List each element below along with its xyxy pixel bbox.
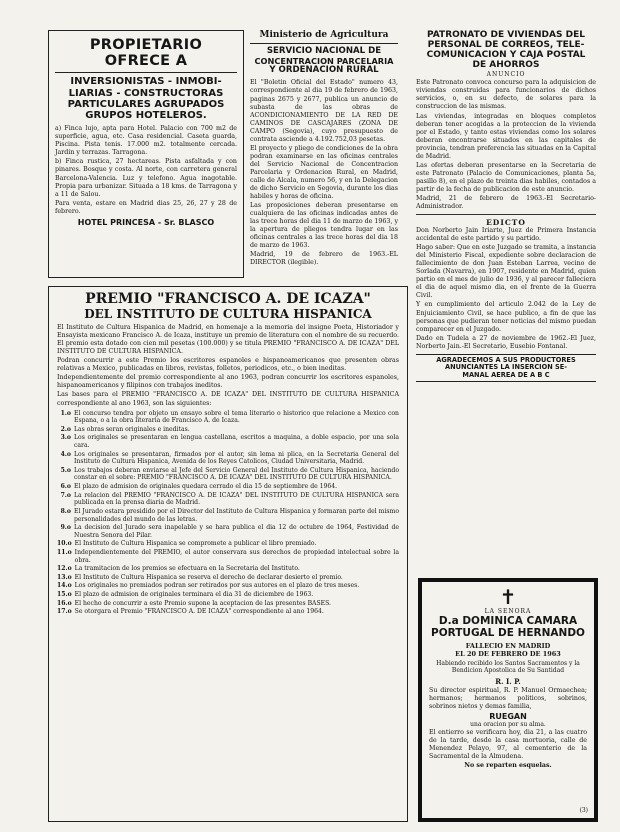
edicto-signoff: Dado en Tudela a 27 de noviembre de 1962.-El Juez, Norberto Jain.-El Secretario, Eusebio Fontanal. <box>416 334 596 350</box>
ministerio-ad <box>250 30 398 278</box>
edicto-p2: Hago saber: Que en este Juzgado se tramita, a instancia del Ministerio Fiscal, expediente sobre declaracion de fallecimiento de don Juan Esteban Larrea, vecino de Sorlada (Navarra), en 1907, residente en Madrid, quien partio en el mes de julio de 1936, y al parecer falleciera el dia de aquel mismo dia, en el frente de la Guerra Civil. <box>416 244 596 300</box>
edicto-title: EDICTO <box>486 218 526 228</box>
proprietario-line: GRUPOS HOTELEROS. <box>85 110 207 122</box>
list-item: 13.o El Instituto de Cultura Hispanica se reserva el derecho de declarar desierto el premio. <box>57 573 343 581</box>
esquela-name: PORTUGAL DE HERNANDO <box>431 626 585 639</box>
icaza-subtitle: DEL INSTITUTO DE CULTURA HISPANICA <box>84 306 372 321</box>
patronato-p1: Este Patronato convoca concurso para la adquisicion de viviendas construidas para funcionarios de dichos servicios, o, en su defecto, de solares para la construccion de las mismas. <box>416 79 596 111</box>
icaza-intro: Independientemente del premio correspondiente al ano 1963, podran concurrir los escritores espanoles, hispanoamericanos y filipinos con trabajos ineditos. <box>57 374 399 390</box>
esquela-name: D.a DOMINICA CAMARA <box>438 615 578 627</box>
cross-icon: ✝ <box>499 585 517 609</box>
esquela-body: Su director espiritual, R. P. Manuel Ormaechea; hermanos; hermanos politicos, sobrinos, sobrinos nietos y demas familia, <box>429 686 587 710</box>
patronato-anuncio: ANUNCIO <box>486 71 526 79</box>
list-item: 14.o Los originales no premiados podran ser retirados por sus autores en el plazo de tres meses. <box>57 582 360 590</box>
icaza-title: PREMIO "FRANCISCO A. DE ICAZA" <box>85 291 371 307</box>
esquela-sacramentos: Habiendo recibido los Santos Sacramentos y la Bendicion Apostolica de Su Santidad <box>436 659 580 674</box>
esquela-date: EL 20 DE FEBRERO DE 1963 <box>455 649 561 658</box>
esquela-funeral: El entierro se verificara hoy, dia 21, a las cuatro de la tarde, desde la casa mortuoria, calle de Menendez Pelayo, 97, al cementerio de la Sacramental de la Almudena. <box>429 728 587 760</box>
divider <box>416 214 596 215</box>
list-item: 15.o El plazo de admision de originales terminara el dia 31 de diciembre de 1963. <box>57 590 314 598</box>
patronato-title: COMUNICACION Y CAJA POSTAL <box>426 50 586 61</box>
agradecimiento-line: AGRADECEMOS A SUS PRODUCTORES <box>436 355 576 364</box>
list-item: 5.o Los trabajos deberan enviarse al Jefe del Servicio General del Instituto de Cultura Hispanica, haciendo constar en el sobre: PREMIO "FRANCISCO A. DE ICAZA" DEL INSTITUTO DE CULTURA HISPANICA. <box>60 466 399 482</box>
esquela-note: No se reparten esquelas. <box>464 761 552 769</box>
list-item: 7.o La relacion del PREMIO "FRANCISCO A. DE ICAZA" DEL INSTITUTO DE CULTURA HISPANICA sera publicada en la prensa diaria de Madrid. <box>60 491 399 507</box>
ministerio-title: CONCENTRACION PARCELARIA <box>254 55 394 66</box>
patronato-title: PERSONAL DE CORREOS, TELE- <box>427 40 585 51</box>
patronato-title: PATRONATO DE VIVIENDAS DEL <box>427 30 585 40</box>
esquela-box <box>418 578 598 822</box>
agradecimiento-line: MANAL AEREA DE A B C <box>462 370 550 379</box>
proprietario-hotel: HOTEL PRINCESA - Sr. BLASCO <box>77 217 215 227</box>
patronato-signoff: Madrid, 21 de febrero de 1963.-El Secretario-Administrador. <box>416 194 596 211</box>
esquela-la-senora: LA SENORA <box>484 608 532 615</box>
esquela-rip: R. I. P. <box>495 676 521 686</box>
patronato-p2: Las viviendas, integradas en bloques completos deberan tener acogidas a la proteccion de la vivienda por el Estado, y tanto estas viviendas como los solares deberan encontrarse situados en las capitales de provincia, tendran preferencia las situadas en la Capital de Madrid. <box>416 112 596 160</box>
proprietario-line: LIARIAS - CONSTRUCTORAS <box>68 87 224 99</box>
proprietario-footer: Para venta, estare en Madrid dias 25, 26, 27 y 28 de febrero. <box>55 199 237 215</box>
list-item: 17.o Se otorgara el Premio "FRANCISCO A. DE ICAZA" correspondiente al ano 1964. <box>57 608 324 616</box>
patronato-p3: Las ofertas deberan presentarse en la Secretaria de este Patronato (Palacio de Comunicaciones, planta 5a, pasillo 8), en el plazo de treinta dias habiles, contados a partir de la fecha de publicacion de este anuncio. <box>416 161 596 193</box>
proprietario-line: PARTICULARES AGRUPADOS <box>67 98 225 110</box>
proprietario-item-a: a) Finca lujo, apta para Hotel. Palacio con 700 m2 de superficie, agua, etc. Casa residencial. Caseta guarda, Piscina. Pista tenis. 17.000 m2. totalmente cercada. Jardin y terrazas. Tarragona. <box>55 125 237 157</box>
esquela-ruegan: RUEGAN <box>489 711 527 721</box>
ministerio-title: SERVICIO NACIONAL DE <box>266 46 382 56</box>
edicto-p3: Y en cumplimiento del articulo 2.042 de la Ley de Enjuiciamiento Civil, se hace publico, a fin de que las personas que pudieran tener noticias del mismo puedan comparecer en el Juzgado. <box>416 301 596 333</box>
list-item: 8.o El Jurado estara presidido por el Director del Instituto de Cultura Hispanica y formaran parte del mismo personalidades del mundo de las letras. <box>60 507 399 523</box>
right-column <box>416 30 596 570</box>
list-item: 6.o El plazo de admision de originales quedara cerrado el dia 15 de septiembre de 1964. <box>60 483 338 491</box>
proprietario-ad <box>48 30 244 278</box>
esquela-ruegan-rest: una oracion por su alma. <box>470 720 546 728</box>
agradecimiento-line: ANUNCIANTES LA INSERCION SE- <box>444 363 568 372</box>
icaza-bases-intro: Las bases para el PREMIO "FRANCISCO A. DE ICAZA" DEL INSTITUTO DE CULTURA HISPANICA correspondiente al ano 1963, son las siguientes: <box>57 391 399 407</box>
icaza-ad <box>48 286 408 822</box>
ministerio-p2: El proyecto y pliego de condiciones de la obra podran examinarse en las oficinas centrales del Servicio Nacional de Concentracion Parcelaria y Ordenacion Rural, en Madrid, calle de Alcala, numero 56, y en la Delegacion de dicho Servicio en Segovia, durante los dias habiles y horas de oficina. <box>250 144 398 201</box>
list-item: 9.o La decision del Jurado sera inapelable y se hara publica el dia 12 de octubre de 1964, Festividad de Nuestra Senora del Pilar. <box>60 524 399 539</box>
list-item: 12.o La tramitacion de los premios se efectuara en la Secretaria del Instituto. <box>57 565 300 573</box>
ministerio-title: Y ORDENACION RURAL <box>269 64 379 75</box>
list-item: 4.o Los originales se presentaran, firmados por el autor, sin lema ni plica, en la Secretaria General del Instituto de Cultura Hispanica, Avenida de los Reyes Catolicos, Ciudad Universitaria, Madrid. <box>60 450 399 466</box>
icaza-bases-list <box>57 410 399 616</box>
list-item: 1.o El concurso tendra por objeto un ensayo sobre el tema literario o historico que relacione a Mexico con Espana, o a la obra literaria de Francisco A. de Icaza. <box>60 409 399 425</box>
edicto-p1: Don Norberto Jain Iriarte, Juez de Primera Instancia accidental de este partido y su partido. <box>416 227 596 243</box>
list-item: 11.o Independientemente del PREMIO, el autor conservara sus derechos de propiedad intelectual sobre la obra. <box>57 548 399 564</box>
proprietario-title: PROPIETARIO OFRECE A <box>55 37 237 73</box>
ministerio-signoff: Madrid, 19 de febrero de 1963.-EL DIRECTOR (ilegible). <box>250 251 398 267</box>
list-item: 10.o El Instituto de Cultura Hispanica se compromete a publicar el libro premiado. <box>57 540 317 548</box>
agradecimiento-box <box>416 354 596 382</box>
ministerio-p3: Las proposiciones deberan presentarse en cualquiera de las oficinas indicadas antes de las trece horas del dia 11 de marzo de 1963, y la apertura de pliegos tendra lugar en las oficinas centrales a las trece horas del dia 18 de marzo de 1963. <box>250 202 398 250</box>
icaza-intro: El Instituto de Cultura Hispanica de Madrid, en homenaje a la memoria del insigne Poeta, Historiador y Ensayista mexicano Francisco A. de Icaza, instituye un premio de literatura con el nombre de su recuerdo. El premio esta dotado con cien mil pesetas (100.000) y se titula PREMIO "FRANCISCO A. DE ICAZA" DEL INSTITUTO DE CULTURA HISPANICA. <box>57 324 399 356</box>
proprietario-line: INVERSIONISTAS - INMOBI- <box>70 76 222 88</box>
proprietario-item-b: b) Finca rustica, 27 hectareas. Pista asfaltada y con pinares. Bosque y costa. Al norte, con carretera general Barcelona-Valencia. Luz y telefono. Agua inagotable. Propia para urbanizar. Situada a 18 kms. de Tarragona y a 11 de Salou. <box>55 158 237 198</box>
list-item: 3.o Los originales se presentaran en lengua castellana, escritos a maquina, a doble espacio, por una sola cara. <box>60 434 399 450</box>
esquela-fallecio: FALLECIO EN MADRID <box>465 641 551 650</box>
ministerio-p1: El "Boletin Oficial del Estado" numero 43, correspondiente al dia 19 de febrero de 1963, paginas 2675 y 2677, publica un anuncio de subasta de las obras de ACONDICIONAMIENTO DE LA RED DE CAMINOS DE CASCAJARES (ZONA DE CAMPO (Segovia), cuyo presupuesto de contrata asciende a 4.192.752,03 pesetas. <box>250 79 398 143</box>
list-item: 16.o El hecho de concurrir a este Premio supone la aceptacion de las presentes BASES. <box>57 599 331 607</box>
icaza-intro: Podran concurrir a este Premio los escritores espanoles e hispanoamericanos que presenten obras relativas a Mexico, publicadas en libros, revistas, folletos, periodicos, etc., o bien ineditas. <box>57 357 399 373</box>
esquela-ref: (3) <box>579 807 588 814</box>
patronato-title: DE AHORROS <box>472 60 540 71</box>
list-item: 2.o Las obras seran originales e ineditas. <box>60 425 190 433</box>
ministerio-kicker: Ministerio de Agricultura <box>250 30 398 44</box>
